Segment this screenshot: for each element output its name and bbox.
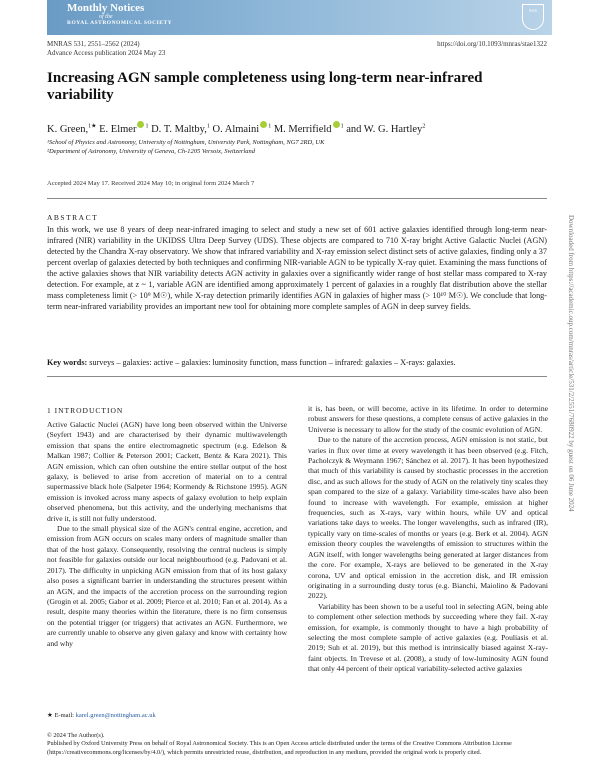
author: K. Green, (47, 124, 89, 135)
society-crest-icon: RAS (522, 4, 544, 30)
paragraph: Due to the small physical size of the AGN's central engine, accretion, and emission from AGN occurs on scales many orders of magnitude smaller than that of the host galaxy. Consequently, resolving the central nucleus is simply not feasible for galaxies outside our local neighbourhood (e.g. Padovani et al. 2017). The difficulty in unpicking AGN emission from that of its host galaxy also poses a significant barrier in understanding the structures present within an AGN, and the impacts of the accretion process on the surrounding region (Grogin et al. 2005; Gabor et al. 2009; Pierce et al. 2010; Fan et al. 2014). As a result, despite many theories within the literature, there is no firm consensus on the potential trigger (or triggers) that activates an AGN. Furthermore, we are currently unable to observe any given galaxy and know with certainty how and why (47, 524, 287, 648)
keywords-label: Key words: (47, 358, 88, 367)
affiliation-2: ²Department of Astronomy, University of Geneva, Ch-1205 Versoix, Switzerland (47, 148, 255, 155)
author: M. Merrifield (273, 124, 332, 135)
author: O. Almaini (212, 124, 260, 135)
orcid-icon[interactable] (333, 121, 340, 128)
author: and W. G. Hartley (346, 124, 423, 135)
copyright: © 2024 The Author(s). (47, 732, 105, 739)
footnote-email[interactable]: karel.green@nottingham.ac.uk (75, 712, 156, 719)
author-list (47, 121, 425, 135)
keywords (47, 358, 456, 367)
footnote-label: ★ E-mail: (47, 712, 74, 719)
paragraph: Active Galactic Nuclei (AGN) have long been observed within the Universe (Seyfert 1943) and are characterised by their dynamic multiwavelength emission that spans the entire electromagnetic spectrum (e.g. Edelson & Malkan 1987; Collier & Peterson 2001; Cackett, Bentz & Kara 2021). This AGN emission, which can often outshine the entire stellar output of the host galaxy, is believed to arise from accretion of material on to a central supermassive black hole (Salpeter 1964; Kormendy & Richstone 1995). AGN emission is invoked across many aspects of galaxy evolution to help explain observed phenomena, but this activity, and the underlying mechanisms that drive it, is still not fully understood. (47, 420, 287, 523)
paragraph: Due to the nature of the accretion process, AGN emission is not static, but varies in flux over time at every wavelength it has been observed (e.g. Fitch, Pacholczyk & Weymann 1967; Sánchez et al. 2017). It has been hypothesized that much of this variability is caused by stochastic processes in the accretion disc, and as such allows for the study of AGN on the relatively tiny scales they span compared to the size of a galaxy. Variability time-scales have also been found to increase with wavelength. For example, emission at higher frequencies, such as X-rays, vary within hours, while UV and optical variations take days to weeks. The longer wavelengths, such as infrared (IR), typically vary on time-scales of months or years (e.g. Berk et al. 2004). AGN emission theory couples the wavelengths of emission to structures within the AGN itself, with longer wavelengths being generated at larger distances from the core. For example, X-rays are believed to be generated in the X-ray corona, UV and optical emission in the accretion disk, and IR emission originating in a surrounding dusty torus (e.g. Bianchi, Maiolino & Padovani 2022). (308, 435, 548, 601)
journal-name: Monthly Notices (67, 2, 145, 14)
license-text: Published by Oxford University Press on behalf of Royal Astronomical Society. This is an Open Access article distributed under the terms of the Creative Commons Attribution License (https://creativecommons.org/licenses/by/4.0/), which permits unrestricted reuse, distribution, and reproduction in any medium, provided the original work is properly cited. (47, 740, 512, 756)
paragraph: Variability has been shown to be a useful tool in selecting AGN, being able to complement other selection methods by succeeding where they fail. X-ray emission, for example, is commonly thought to have a high probability of selecting the most complete sample of active galaxies (e.g. Pouliasis et al. 2019; Suh et al. 2019), but this method is intrinsically biased against X-ray-faint objects. In Trevese et al. (2008), a study of low-luminosity AGN found that only 44 percent of their optical variability-selected active galaxies (308, 601, 548, 674)
author: D. T. Maltby, (151, 124, 207, 135)
affiliation-1: ¹School of Physics and Astronomy, University of Nottingham, University Park, Nottingham, NG7 2RD, UK (47, 139, 325, 146)
column-left (47, 420, 287, 649)
abstract-heading: ABSTRACT (47, 213, 99, 222)
citation: MNRAS 531, 2551–2562 (2024) (47, 40, 140, 48)
author-affiliation-mark: 2 (422, 123, 426, 130)
orcid-icon[interactable] (260, 121, 267, 128)
author-affiliation-mark: 1★ (88, 123, 97, 130)
section-heading: 1 INTRODUCTION (47, 406, 124, 415)
journal-of: of the (99, 14, 113, 20)
paragraph: it is, has been, or will become, active in its lifetime. In order to determine robust answers for these questions, a complete census of active galaxies in the Universe is necessary to allow for the study of the cosmic evolution of AGN. (308, 404, 548, 434)
column-right (308, 404, 548, 675)
divider (47, 198, 547, 199)
journal-society: ROYAL ASTRONOMICAL SOCIETY (67, 20, 173, 26)
paper-title: Increasing AGN sample completeness using long-term near-infrared variability (47, 70, 483, 103)
license-footer (47, 732, 547, 757)
author-affiliation-mark: 1 (340, 123, 344, 130)
author: E. Elmer (99, 124, 137, 135)
author-affiliation-mark: 1 (145, 123, 149, 130)
author-affiliation-mark: 1 (268, 123, 272, 130)
author-affiliation-mark: 1 (206, 123, 210, 130)
journal-banner (47, 0, 552, 35)
keywords-list: surveys – galaxies: active – galaxies: luminosity function, mass function – infrared: galaxies – X-rays: galaxies. (89, 358, 456, 367)
doi-link[interactable]: https://doi.org/10.1093/mnras/stae1322 (437, 40, 547, 48)
divider (47, 376, 547, 377)
advance-access: Advance Access publication 2024 May 23 (47, 49, 166, 57)
footnote (47, 711, 156, 719)
accepted-dates: Accepted 2024 May 17. Received 2024 May 10; in original form 2024 March 7 (47, 180, 255, 187)
orcid-icon[interactable] (137, 121, 144, 128)
download-note: Downloaded from https://academic.oup.com/mnras/article/531/2/2551/7680922 by guest on 06 June 2024 (567, 215, 575, 512)
abstract-text: In this work, we use 8 years of deep near-infrared imaging to select and study a new set of 601 active galaxies identified through long-term near-infrared (NIR) variability in the UKIDSS Ultra Deep Survey (UDS). These objects are compared to 710 X-ray bright Active Galactic Nuclei (AGN) detected by the Chandra X-ray observatory. We show that infrared variability and X-ray emission select distinct sets of active galaxies, finding only a 37 percent overlap of galaxies detected by both techniques and confirming NIR-variable AGN to be typically X-ray quiet. Examining the mass functions of the active galaxies shows that NIR variability detects AGN activity in galaxies over a significantly wider range of host stellar mass compared to X-ray detection. For example, at z ~ 1, variable AGN are identified among approximately 1 percent of galaxies in a roughly flat distribution above the stellar mass completeness limit (> 10⁹ M☉), while X-ray detection primarily identifies AGN in galaxies of higher mass (> 10¹⁰ M☉). We conclude that long-term near-infrared variability provides an important new tool for obtaining more complete samples of AGN in deep survey fields. (47, 225, 547, 311)
